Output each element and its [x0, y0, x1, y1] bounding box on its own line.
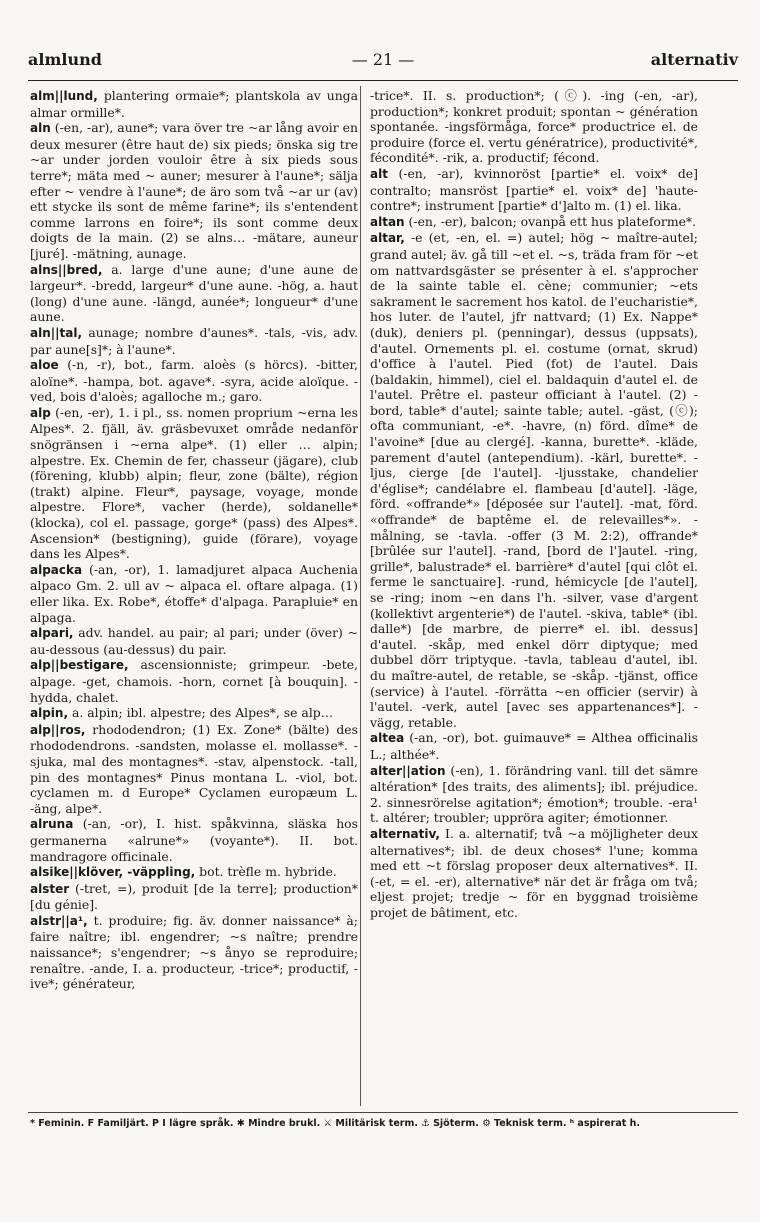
entry-body: (-en, -er), balcon; ovanpå ett hus plateforme*.	[408, 213, 697, 229]
footnote-rule	[28, 1112, 738, 1113]
entry-headword: alp||ros,	[30, 722, 86, 737]
entry-body: (-en, -ar), aune*; vara över tre ~ar lång avoir en deux mesurer (être haut de) six pieds; önska sig tre ~ar under jorden vouloir être à six pieds sous terre*; mäta med ~ auner; mesurer à l'aune*; sälja efter ~ vendre à l'aune*; de äro som två ~ar ur (av) ett stycke ils sont de même farine*; ils s'entendent comme larrons en foire*; ils sont comme deux doigts de la main. (2) se alns… -mätare, auneur [juré]. -mätning, aunage.	[30, 120, 358, 261]
dictionary-entry	[30, 881, 358, 913]
entry-headword: alpacka	[30, 562, 83, 577]
entry-headword: alt	[370, 166, 388, 181]
dictionary-entry	[30, 405, 358, 562]
entry-headword: alns||bred,	[30, 262, 103, 277]
entry-body: t. produire; fig. äv. donner naissance* à; faire naître; ibl. engendrer; ~s naître; prendre naissance*; s'engendrer; ~s ånyo se reproduire; renaître. -ande, I. a. producteur, -trice*; productif, -ive*; générateur,	[30, 912, 358, 992]
entry-headword: altea	[370, 731, 405, 746]
dictionary-entry	[30, 625, 358, 657]
entry-body: (-an, -or), bot. guimauve* = Althea officinalis L.; althée*.	[370, 730, 698, 762]
right-column	[370, 88, 698, 1103]
entry-body: adv. handel. au pair; al pari; under (över) ~ au-dessous (au-dessus) du pair.	[30, 625, 358, 657]
footnote-legend: * Feminin. F Familjärt. P I lägre språk. ✱ Mindre brukl. ⚔ Militärisk term. ⚓ Sjöterm. ⚙ Teknisk term. ʰ aspirerat h.	[30, 1118, 640, 1129]
dictionary-entry	[30, 657, 358, 705]
column-divider	[360, 86, 361, 1106]
entry-body: (-an, -or), 1. lamadjuret alpaca Auchenia alpaco Gm. 2. ull av ~ alpaca el. oftare alpaga. (1) eller lika. Ex. Robe*, étoffe* d'alpaga. Parapluie* en alpaga.	[30, 561, 358, 625]
entry-headword: alster	[30, 881, 70, 896]
entry-body: (-an, -or), I. hist. spåkvinna, släska hos germanerna «alrune*» (voyante*). II. bot. mandragore officinale.	[30, 816, 358, 864]
entry-body: a. large d'une aune; d'une aune de largeur*. -bredd, largeur* d'une aune. -hög, a. haut (long) d'une aune. -längd, aunée*; longueur* d'une aune.	[30, 261, 358, 325]
dictionary-entry	[30, 357, 358, 405]
dictionary-entry	[30, 88, 358, 120]
dictionary-entry	[30, 120, 358, 261]
entry-headword: alpari,	[30, 626, 74, 641]
entry-headword: alstr||a¹,	[30, 913, 88, 928]
header-page-number: — 21 —	[351, 50, 415, 69]
header-left-guideword: almlund	[28, 50, 102, 69]
dictionary-entry	[370, 214, 698, 231]
entry-headword: aloe	[30, 358, 59, 373]
dictionary-entry	[30, 913, 358, 992]
entry-body: bot. trèfle m. hybride.	[199, 864, 337, 880]
dictionary-entry	[370, 230, 698, 730]
entry-body: aunage; nombre d'aunes*. -tals, -vis, adv. par aune[s]*; à l'aune*.	[30, 324, 358, 357]
entry-body: -trice*. II. s. production*; (ⓒ). -ing (-en, -ar), production*; konkret produit; spontan ~ génération spontanée. -ingsförmåga, force* productrice el. de produire (force el. vertu génératrice), productivité*, fécondité*. -rik, a. productif; fécond.	[370, 88, 698, 166]
dictionary-entry	[30, 722, 358, 817]
dictionary-entry	[370, 730, 698, 762]
entry-body: (-en, -ar), kvinnoröst [partie* el. voix* de] contralto; mansröst [partie* el. voix* de] 'haute-contre*; instrument [partie* d']alto m. (1) el. lika.	[370, 165, 698, 214]
entry-body: ascensionniste; grimpeur. -bete, alpage. -get, chamois. -horn, cornet [à bouquin]. -hydda, chalet.	[30, 657, 358, 705]
entry-body: (-tret, =), produit [de la terre]; production* [du génie].	[30, 880, 358, 913]
entry-headword: alpin,	[30, 706, 69, 721]
entry-body: (-n, -r), bot., farm. aloès (s hörcs). -bitter, aloïne*. -hampa, bot. agave*. -syra, acide aloïque. -ved, bois d'aloès; agalloche m.; garo.	[30, 357, 358, 405]
header-right-guideword: alternativ	[650, 50, 738, 69]
dictionary-entry	[370, 166, 698, 214]
entry-body: a. alpin; ibl. alpestre; des Alpes*, se alp…	[71, 705, 334, 721]
entry-headword: alter||ation	[370, 763, 446, 778]
entry-headword: alp||bestigare,	[30, 658, 129, 673]
entry-headword: altan	[370, 214, 405, 229]
entry-body: plantering ormaie*; plantskola av unga almar ormille*.	[30, 88, 358, 120]
entry-headword: aln||tal,	[30, 325, 83, 340]
entry-body: (-en), 1. förändring vanl. till det sämre altération* [des traits, des aliments]; ibl. préjudice. 2. sinnesrörelse agitation*; émotion*; trouble. -era¹ t. altérer; troubler; upprörа agiter; émotionner.	[370, 762, 698, 826]
entry-headword: alternativ,	[370, 826, 440, 841]
dictionary-entry	[30, 864, 358, 881]
left-column	[30, 88, 358, 1103]
dictionary-entry	[30, 705, 358, 722]
dictionary-entry	[370, 88, 698, 166]
entry-body: -e (et, -en, el. =) autel; hög ~ maître-autel; grand autel; äv. gå till ~et el. ~s, träda fram för ~et om nattvardsgäster se présenter à el. s'approcher de la sainte table el. cène; communier; ~ets sakrament le sacrement hos katol. de l'eucharistie*, hos luter. de l'autel, jfr nattvard; (1) Ex. Nappe* (duk), deniers pl. (penningar), dessus (uppsats), d'autel. Ornements pl. el. costume (ornat, skrud) d'office à l'autel. Pied (fot) de l'autel. Dais (baldakin, himmel), ciel el. baldaquin d'autel el. de l'autel. Prêtre el. pasteur officiant à l'autel. (2) -bord, table* d'autel; sainte table; autel. -gäst, (ⓒ); ofta communiant, -e*. -havre, (n) förd. dîme* de l'avoine* [due au clergé]. -kanna, burette*. -kläde, parement d'autel (antependium). -kärl, burette*. -ljus, cierge [de l'autel]. -ljusstake, chandelier d'église*; candélabre el. flambeau [d'autel]. -läge, förd. «offrande*» [déposée sur l'autel]. -mat, förd. «offrande* de baptême el. de relevailles*». -målning, se -tavla. -offer (3 M. 2:2), offrande* [brûlée sur l'autel]. -rand, [bord de l']autel. -ring, grille*, balustrade* el. barrière* d'autel [qui clôt el. ferme le sanctuaire]. -rund, hémicycle [de l'autel], se -ring; inom ~en dans l'h. -silver, vase d'argent (kollektivt argenterie*) de l'autel. -skiva, table* (ibl. dalle*) [de marbre, de pierre* el. ibl. dessus] d'autel. -skåp, med enkel dörr diptyque; med dubbel dörr triptyque. -tavla, tableau d'autel, ibl. du maître-autel, de retable, se -skåp. -tjänst, office (service) à l'autel. -förrätta ~en officier (servir) à l'autel. -verk, autel [avec ses appartenances*]. -vägg, retable.	[370, 230, 698, 730]
dictionary-entry	[30, 262, 358, 325]
entry-headword: alsike||klöver, -väppling,	[30, 865, 196, 880]
entry-headword: alruna	[30, 817, 74, 832]
page-header	[28, 50, 738, 76]
entry-body: rhododendron; (1) Ex. Zone* (bälte) des rhododendrons. -sandsten, molasse el. mollasse*. -sjuka, mal des montagnes*. -stav, alpenstock. -tall, pin des montagnes* Pinus montana L. -viol, bot. cyclamen m. d Europe* Cyclamen europæum L. -äng, alpe*.	[30, 721, 358, 816]
header-rule	[28, 80, 738, 81]
entry-headword: aln	[30, 121, 51, 136]
dictionary-entry	[30, 816, 358, 864]
entry-headword: alp	[30, 405, 51, 420]
dictionary-entry	[370, 763, 698, 826]
dictionary-entry	[30, 325, 358, 357]
entry-body: I. a. alternatif; två ~a möjligheter deux alternatives*; ibl. de deux choses* l'une; komma med ett ~t förslag proposer deux alternatives*. II. (-et, = el. -er), alternative* när det är fråga om två; eljest projet; tredje ~ för en byggnad troisième projet de bâtiment, etc.	[370, 825, 698, 920]
entry-headword: alm||lund,	[30, 89, 98, 103]
entry-headword: altar,	[370, 231, 405, 246]
dictionary-entry	[30, 562, 358, 625]
dictionary-entry	[370, 826, 698, 921]
entry-body: (-en, -er), 1. i pl., ss. nomen proprium ~erna les Alpes*. 2. fjäll, äv. gräsbevuxet område nedanför snögränsen i ~erna alpe*. (1) eller … alpin; alpestre. Ex. Chemin de fer, chasseur (jägare), club (förening, klubb) alpin; fleur, zone (bälte), région (trakt) alpine. Fleur*, paysage, voyage, monde alpestre. Flore*, vacher (herde), soldanelle* (klocka), col el. passage, gorge* (pass) des Alpes*. Ascension* (bestigning), guide (förare), voyage dans les Alpes*.	[30, 404, 358, 562]
